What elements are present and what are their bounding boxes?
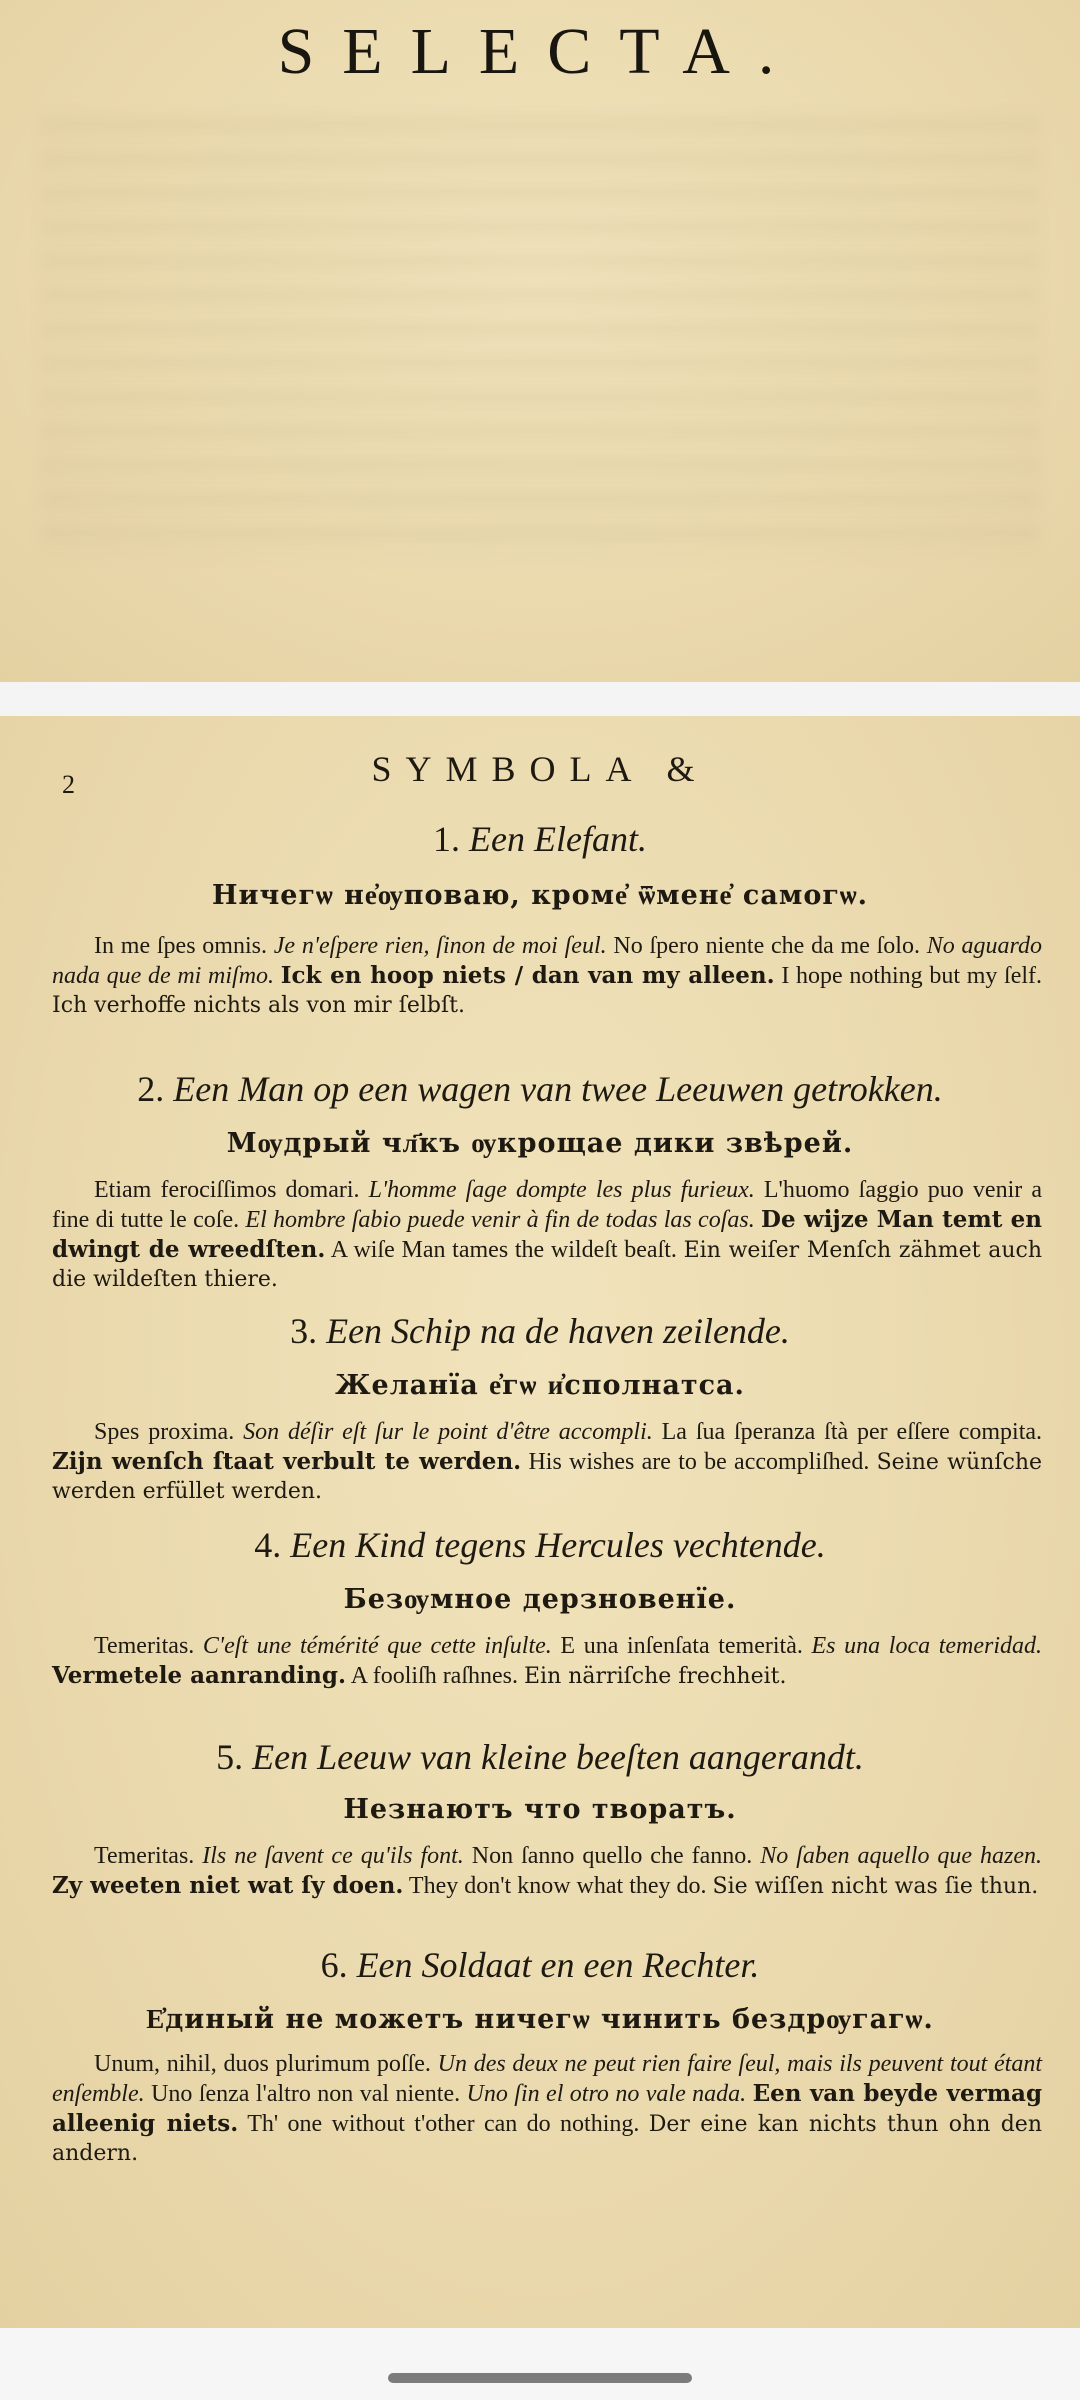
entry-title (0, 1736, 1080, 1778)
german-motto: Ein närriſche frechheit. (524, 1664, 787, 1689)
page-divider (0, 682, 1080, 716)
french-motto: Son déſir eſt ſur le point d'être accompli. (243, 1419, 653, 1445)
spanish-motto: Es una loca temeridad. (811, 1633, 1043, 1659)
home-indicator[interactable] (388, 2373, 692, 2383)
entry-number: 5. (216, 1737, 244, 1777)
italian-motto: Uno ſenza l'altro non val niente. (151, 2081, 461, 2107)
latin-motto: Temeritas. (94, 1843, 195, 1869)
entry-text (52, 1418, 1042, 1506)
dutch-motto: Een van beyde vermag alleenig niets. (52, 2080, 1043, 2137)
french-motto: Je n'eſpere rien, ſinon de moi ſeul. (273, 933, 607, 959)
entry-number: 1. (433, 819, 461, 859)
spanish-motto: No aguardo nada que de mi miſmo. (52, 933, 1042, 989)
entry-number: 4. (254, 1525, 282, 1565)
slavonic-motto: Е҆диный не можетъ ничегѡ чинить бездрѹгагѡ. (146, 2004, 934, 2035)
entry-text (52, 1632, 1042, 1691)
slavonic-motto: Незнаютъ что творатъ. (343, 1794, 737, 1825)
spanish-motto: No ſaben aquello que hazen. (760, 1843, 1043, 1869)
running-head: SELECTA. (277, 15, 803, 88)
spanish-motto: Uno ſin el otro no vale nada. (466, 2081, 747, 2107)
german-motto: Ein weiſer Menſch zähmet auch die wildeſten thiere. (52, 1238, 1042, 1292)
entry-text (52, 2050, 1042, 2168)
french-motto: Un des deux ne peut rien faire ſeul, mais ils peuvent tout étant enſemble. (52, 2051, 1043, 2107)
previous-page (0, 0, 1080, 682)
entry-text (52, 1842, 1042, 1901)
dutch-motto: De wijze Man temt en dwingt de wreedſten. (52, 1206, 1043, 1263)
german-motto: Seine wünſche werden erfüllet werden. (52, 1450, 1043, 1504)
dutch-motto: Zy weeten niet wat ſy doen. (52, 1872, 404, 1899)
entry-title (0, 1944, 1080, 1986)
latin-motto: In me ſpes omnis. (94, 933, 267, 959)
italian-motto: La ſua ſperanza ſtà per eſſere compita. (661, 1419, 1043, 1445)
english-motto: His wishes are to be accompliſhed. (528, 1449, 870, 1475)
entry-heading: Een Schip na de haven zeilende. (326, 1311, 790, 1351)
italian-motto: E una inſenſata temerità. (560, 1633, 803, 1659)
latin-motto: Spes proxima. (94, 1419, 235, 1445)
section-heading: SYMBOLA & (371, 749, 709, 789)
entry-number: 2. (137, 1069, 165, 1109)
page-number: 2 (62, 770, 75, 799)
slavonic-motto: Мѹдрый чл҃къ ѹкрощае дики звѣрей. (226, 1128, 854, 1159)
slavonic-motto: Безѹмное дерзновенїе. (343, 1584, 737, 1615)
slavonic-motto: Ничегѡ не҆ѹповаю, кроме҆ ѿмене҆ самогѡ. (212, 880, 868, 911)
entry-heading: Een Kind tegens Hercules vechtende. (290, 1525, 826, 1565)
entry-heading: Een Leeuw van kleine beeſten aangerandt. (252, 1737, 864, 1777)
slavonic-motto: Желанїа е҆гѡ и҆сполнатса. (335, 1370, 745, 1401)
entry-title (0, 818, 1080, 860)
italian-motto: Non ſanno quello che fanno. (471, 1843, 753, 1869)
latin-motto: Temeritas. (94, 1633, 195, 1659)
entry-title (0, 1524, 1080, 1566)
entry-title (0, 1068, 1080, 1110)
entry-heading: Een Elefant. (469, 819, 647, 859)
entry-number: 3. (290, 1311, 318, 1351)
english-motto: Th' one without t'other can do nothing. (247, 2111, 640, 2137)
dutch-motto: Ick en hoop niets / dan van my alleen. (280, 962, 775, 989)
german-motto: Ich verhoffe nichts als von mir ſelbſt. (52, 993, 465, 1018)
entry-text (52, 932, 1042, 1020)
bottom-bar (0, 2328, 1080, 2400)
english-motto: A wiſe Man tames the wildeſt beaſt. (330, 1237, 677, 1263)
german-motto: Sie wiſſen nicht was ſie thun. (712, 1874, 1039, 1899)
entry-heading: Een Man op een wagen van twee Leeuwen getrokken. (173, 1069, 943, 1109)
latin-motto: Etiam ferociſſimos domari. (94, 1177, 360, 1203)
spanish-motto: El hombre ſabio puede venir à fin de todas las coſas. (245, 1207, 755, 1233)
english-motto: I hope nothing but my ſelf. (781, 963, 1043, 989)
entry-title (0, 1310, 1080, 1352)
latin-motto: Unum, nihil, duos plurimum poſſe. (94, 2051, 431, 2077)
dutch-motto: Vermetele aanranding. (52, 1662, 346, 1689)
english-motto: They don't know what they do. (408, 1873, 707, 1899)
english-motto: A fooliſh raſhnes. (350, 1663, 518, 1689)
italian-motto: No ſpero niente che da me ſolo. (613, 933, 920, 959)
dutch-motto: Zijn wenſch ſtaat verbult te werden. (52, 1448, 522, 1475)
entry-text (52, 1176, 1042, 1294)
french-motto: C'eſt une témérité que cette inſulte. (202, 1633, 552, 1659)
entry-number: 6. (320, 1945, 348, 1985)
french-motto: Ils ne ſavent ce qu'ils font. (202, 1843, 464, 1869)
blurred-page-content (40, 110, 1040, 560)
german-motto: Der eine kan nichts thun ohn den andern. (52, 2112, 1042, 2166)
entry-heading: Een Soldaat en een Rechter. (356, 1945, 760, 1985)
french-motto: L'homme ſage dompte les plus furieux. (368, 1177, 755, 1203)
italian-motto: L'huomo ſaggio puo venir a fine di tutte le coſe. (52, 1177, 1043, 1233)
